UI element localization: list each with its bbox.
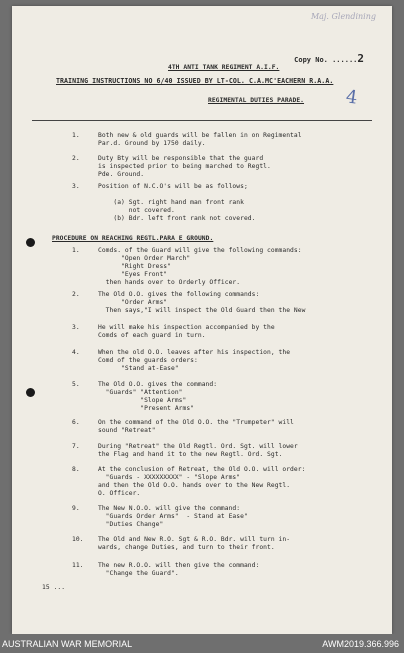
procedure-step-number: 6. xyxy=(72,419,80,426)
procedure-step-number: 1. xyxy=(72,247,80,254)
procedure-step-number: 9. xyxy=(72,505,80,512)
instruction-item-number: 3. xyxy=(72,183,80,190)
punch-hole-top xyxy=(26,238,35,247)
copy-number: 2 xyxy=(357,52,364,65)
punch-hole-bottom xyxy=(26,388,35,397)
procedure-step-line: "Guards" "Attention" xyxy=(98,389,183,396)
instruction-item-number: 1. xyxy=(72,132,80,139)
procedure-step-line: The New N.O.O. will give the command: xyxy=(98,505,241,512)
archive-footer xyxy=(0,634,404,653)
instruction-item-line: is inspected prior to being marched to Regtl. xyxy=(98,163,271,170)
procedure-step-line: "Stand at-Ease" xyxy=(98,365,179,372)
procedure-step-line: "Duties Change" xyxy=(98,521,164,528)
copy-number-line xyxy=(294,52,364,65)
procedure-step-line: wards, change Duties, and turn to their front. xyxy=(98,544,275,551)
instruction-item-line: Position of N.C.O's will be as follows; xyxy=(98,183,248,190)
procedure-step-line: then hands over to Orderly Officer. xyxy=(98,279,241,286)
procedure-step-line: During "Retreat" the Old Regtl. Ord. Sgt. will lower xyxy=(98,443,298,450)
marginal-mark: 4 xyxy=(344,86,359,109)
archive-institution: AUSTRALIAN WAR MEMORIAL xyxy=(2,639,133,649)
procedure-step-line: The Old O.O. gives the following commands: xyxy=(98,291,260,298)
copy-label: Copy No. ...... xyxy=(294,56,358,64)
section-heading: PROCEDURE ON REACHING REGTL.PARA E GROUND. xyxy=(52,235,214,242)
procedure-step-line: On the command of the Old O.O. the "Trumpeter" will xyxy=(98,419,294,426)
procedure-step-number: 2. xyxy=(72,291,80,298)
procedure-step-line: the Flag and hand it to the new Regtl. Ord. Sgt. xyxy=(98,451,283,458)
document-subtitle: REGIMENTAL DUTIES PARADE. xyxy=(208,97,305,104)
procedure-step-line: The new R.O.O. will then give the command: xyxy=(98,562,260,569)
document-title: TRAINING INSTRUCTIONS NO 6/40 ISSUED BY LT-COL. C.A.MC'EACHERN R.A.A. xyxy=(56,77,334,85)
title-rule xyxy=(32,120,372,121)
procedure-step-number: 3. xyxy=(72,324,80,331)
procedure-step-line: Comds of each guard in turn. xyxy=(98,332,206,339)
procedure-step-line: Then says,"I will inspect the Old Guard then the New xyxy=(98,307,306,314)
procedure-step-number: 8. xyxy=(72,466,80,473)
procedure-step-line: and then the Old O.O. hands over to the New Regtl. xyxy=(98,482,291,489)
instruction-item-line: Pde. Ground. xyxy=(98,171,145,178)
instruction-item-line: not covered. xyxy=(98,207,175,214)
procedure-step-line: Comds. of the Guard will give the following commands: xyxy=(98,247,302,254)
procedure-step-line: He will make his inspection accompanied by the xyxy=(98,324,275,331)
procedure-step-number: 4. xyxy=(72,349,80,356)
procedure-step-number: 5. xyxy=(72,381,80,388)
procedure-step-line: "Order Arms" xyxy=(98,299,168,306)
pencil-annotation: Maj. Glendining xyxy=(310,12,376,21)
page-footer-note: 15 ... xyxy=(42,584,66,591)
procedure-step-line: At the conclusion of Retreat, the Old O.O. will order: xyxy=(98,466,306,473)
procedure-step-line: "Change the Guard". xyxy=(98,570,179,577)
instruction-item-number: 2. xyxy=(72,155,80,162)
procedure-step-line: "Eyes Front" xyxy=(98,271,168,278)
regiment-heading: 4TH ANTI TANK REGIMENT A.I.F. xyxy=(168,64,280,71)
procedure-step-number: 7. xyxy=(72,443,80,450)
instruction-item-line: Both new & old guards will be fallen in on Regimental xyxy=(98,132,302,139)
instruction-item-line: (a) Sgt. right hand man front rank xyxy=(98,199,244,206)
procedure-step-line: O. Officer. xyxy=(98,490,141,497)
procedure-step-line: "Open Order March" xyxy=(98,255,191,262)
instruction-item-line: Par.d. Ground by 1750 daily. xyxy=(98,140,206,147)
procedure-step-line: The Old O.O. gives the command: xyxy=(98,381,218,388)
archive-accession: AWM2019.366.996 xyxy=(322,639,399,649)
procedure-step-line: sound "Retreat" xyxy=(98,427,156,434)
procedure-step-line: "Guards - XXXXXXXXX" - "Slope Arms" xyxy=(98,474,241,481)
procedure-step-line: "Slope Arms" xyxy=(98,397,187,404)
instruction-item-line: Duty Bty will be responsible that the guard xyxy=(98,155,264,162)
document-page xyxy=(12,6,392,634)
instruction-item-line: (b) Bdr. left front rank not covered. xyxy=(98,215,256,222)
procedure-step-number: 10. xyxy=(72,536,84,543)
procedure-step-line: "Guards Order Arms" - Stand at Ease" xyxy=(98,513,248,520)
procedure-step-line: Comd of the guards orders: xyxy=(98,357,198,364)
procedure-step-line: "Present Arms" xyxy=(98,405,195,412)
procedure-step-line: The Old and New R.O. Sgt & R.O. Bdr. will turn in- xyxy=(98,536,291,543)
procedure-step-line: When the old O.O. leaves after his inspection, the xyxy=(98,349,291,356)
procedure-step-line: "Right Dress" xyxy=(98,263,171,270)
procedure-step-number: 11. xyxy=(72,562,84,569)
